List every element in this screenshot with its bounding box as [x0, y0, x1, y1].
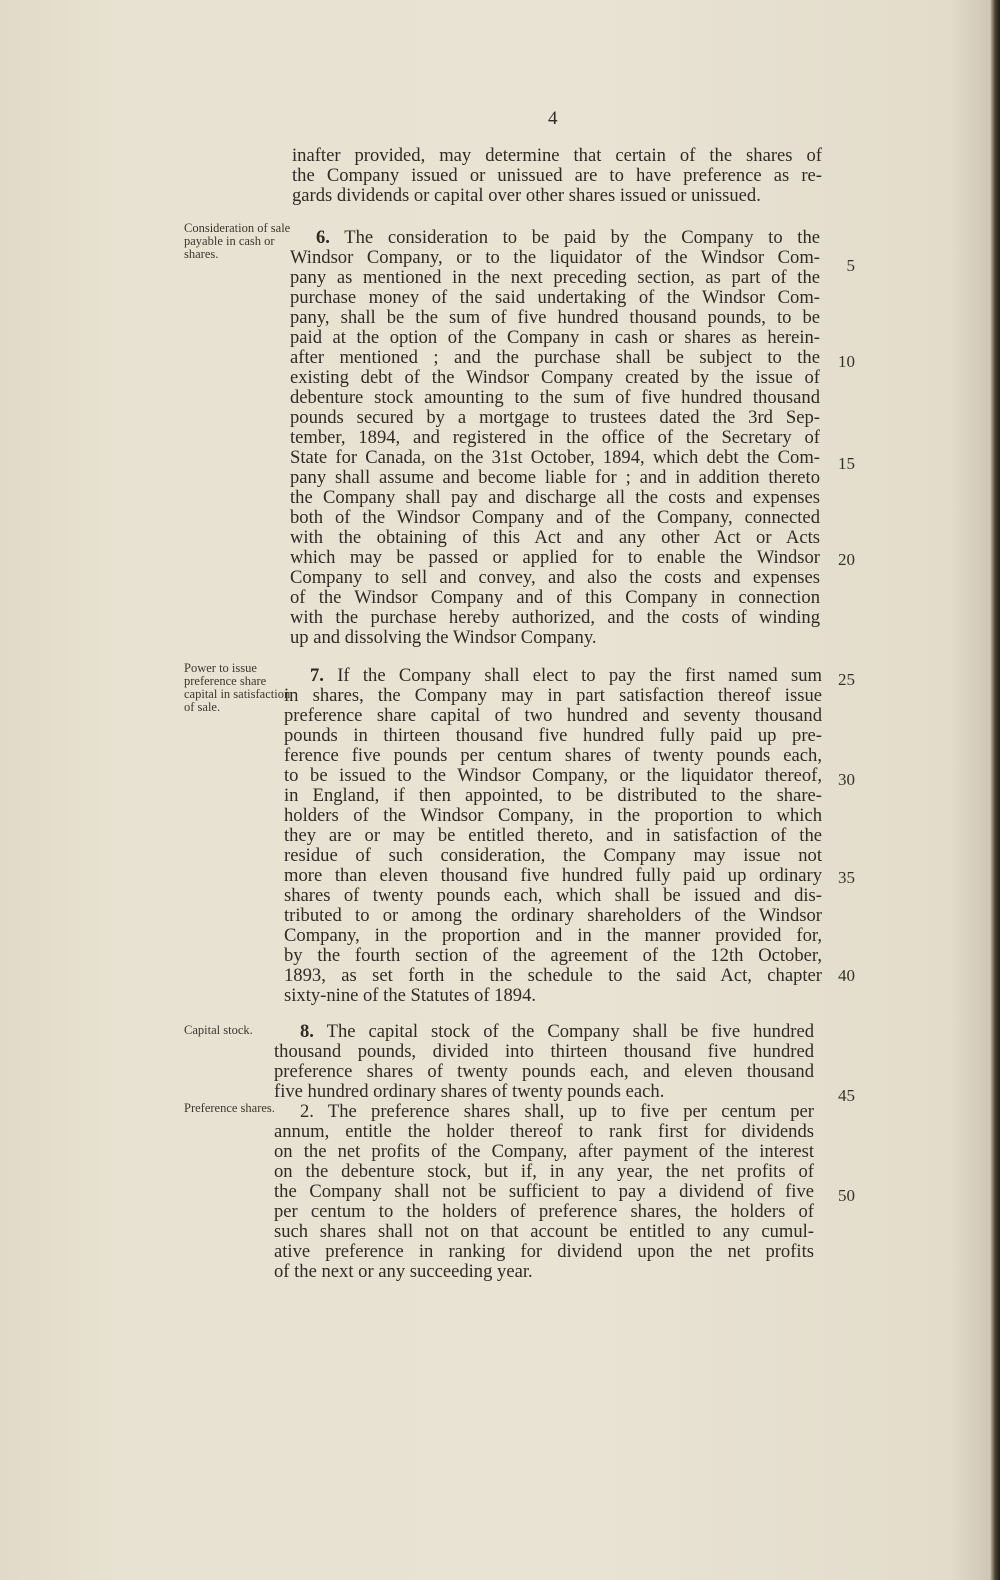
- text-line: purchase money of the said undertaking of the Windsor Com-: [290, 287, 820, 308]
- text-line: to be issued to the Windsor Company, or the liquidator thereof,: [284, 765, 822, 786]
- text-line: State for Canada, on the 31st October, 1894, which debt the Com-: [290, 447, 820, 468]
- text-line: Company to sell and convey, and also the costs and expenses: [290, 567, 820, 588]
- text-line: by the fourth section of the agreement of the 12th October,: [284, 945, 822, 966]
- page-edge-shadow: [991, 0, 1000, 1580]
- text-line-content: If the Company shall elect to pay the first named sum: [337, 665, 822, 686]
- text-line: 1893, as set forth in the schedule to the said Act, chapter: [284, 965, 822, 986]
- line-number: 35: [838, 868, 855, 887]
- line-number: 40: [838, 966, 855, 985]
- line-number: 5: [846, 256, 855, 275]
- text-line: thousand pounds, divided into thirteen thousand five hundred: [274, 1041, 814, 1062]
- section-number: 7.: [310, 665, 324, 686]
- text-line: paid at the option of the Company in cash or shares as herein-: [290, 327, 820, 348]
- text-line: existing debt of the Windsor Company created by the issue of: [290, 367, 820, 388]
- text-line: both of the Windsor Company and of the Company, connected: [290, 507, 820, 528]
- line-number: 25: [838, 670, 855, 689]
- text-line: such shares shall not on that account be entitled to any cumul-: [274, 1221, 814, 1242]
- line-number: 10: [838, 352, 855, 371]
- section-number: 6.: [316, 227, 330, 248]
- text-line-content: The consideration to be paid by the Company to the: [344, 227, 820, 248]
- text-line: they are or may be entitled thereto, and in satisfaction of the: [284, 825, 822, 846]
- text-line: with the obtaining of this Act and any other Act or Acts: [290, 527, 820, 548]
- page-number: 4: [548, 108, 558, 129]
- text-line: preference share capital of two hundred and seventy thousand: [284, 705, 822, 726]
- text-line: pounds in thirteen thousand five hundred fully paid up pre-: [284, 725, 822, 746]
- line-number: 50: [838, 1186, 855, 1205]
- margin-note-capital-stock: Capital stock.: [184, 1023, 253, 1037]
- text-line: on the debenture stock, but if, in any year, the net profits of: [274, 1161, 814, 1182]
- text-line: more than eleven thousand five hundred fully paid up ordinary: [284, 865, 822, 886]
- text-line: pounds secured by a mortgage to trustees dated the 3rd Sep-: [290, 407, 820, 428]
- text-line: pany, shall be the sum of five hundred thousand pounds, to be: [290, 307, 820, 328]
- text-line: debenture stock amounting to the sum of five hundred thousand: [290, 387, 820, 408]
- text-line: holders of the Windsor Company, in the proportion to which: [284, 805, 822, 826]
- text-line: of the Windsor Company and of this Company in connection: [290, 587, 820, 608]
- text-line: 2. The preference shares shall, up to five per centum per: [300, 1101, 814, 1122]
- intro-paragraph: [292, 146, 822, 206]
- text-line-content: The capital stock of the Company shall be five hundred: [326, 1021, 815, 1042]
- text-line: Windsor Company, or to the liquidator of the Windsor Com-: [290, 247, 820, 268]
- text-line: [290, 228, 820, 248]
- line-number: 15: [838, 454, 855, 473]
- text-line: inafter provided, may determine that certain of the shares of: [292, 145, 822, 166]
- text-line: shares of twenty pounds each, which shall be issued and dis-: [284, 885, 822, 906]
- text-line: pany shall assume and become liable for ; and in addition thereto: [290, 467, 820, 488]
- text-line: [284, 666, 822, 686]
- section-8: [274, 1022, 814, 1282]
- text-line: in shares, the Company may in part satisfaction thereof issue: [284, 685, 822, 706]
- text-line: after mentioned ; and the purchase shall be subject to the: [290, 347, 820, 368]
- text-line: in England, if then appointed, to be distributed to the share-: [284, 785, 822, 806]
- line-number: 20: [838, 550, 855, 569]
- margin-note-section-6: Consideration of sale payable in cash or shares.: [184, 221, 291, 261]
- text-line: ference five pounds per centum shares of twenty pounds each,: [284, 745, 822, 766]
- text-line: ative preference in ranking for dividend upon the net profits: [274, 1241, 814, 1262]
- text-line: tributed to or among the ordinary shareholders of the Windsor: [284, 905, 822, 926]
- text-line: gards dividends or capital over other shares issued or unissued.: [292, 185, 761, 206]
- text-line: the Company issued or unissued are to have preference as re-: [292, 165, 822, 186]
- text-line: of the next or any succeeding year.: [274, 1261, 533, 1282]
- text-line: the Company shall not be sufficient to pay a dividend of five: [274, 1181, 814, 1202]
- text-line: annum, entitle the holder thereof to rank first for dividends: [274, 1121, 814, 1142]
- text-line: Company, in the proportion and in the manner provided for,: [284, 925, 822, 946]
- text-line: per centum to the holders of preference shares, the holders of: [274, 1201, 814, 1222]
- margin-note-section-7: Power to issue preference share capital in satisfaction of sale.: [184, 661, 291, 714]
- line-number: 45: [838, 1086, 855, 1105]
- text-line: on the net profits of the Company, after payment of the interest: [274, 1141, 814, 1162]
- text-line: the Company shall pay and discharge all the costs and expenses: [290, 487, 820, 508]
- text-line: preference shares of twenty pounds each, and eleven thousand: [274, 1061, 814, 1082]
- text-line: with the purchase hereby authorized, and the costs of winding: [290, 607, 820, 628]
- text-line: sixty-nine of the Statutes of 1894.: [284, 985, 537, 1006]
- text-line: five hundred ordinary shares of twenty pounds each.: [274, 1081, 665, 1102]
- text-line: pany as mentioned in the next preceding section, as part of the: [290, 267, 820, 288]
- text-line: up and dissolving the Windsor Company.: [290, 627, 597, 648]
- section-7: [284, 666, 822, 1006]
- section-6: [290, 228, 820, 648]
- text-line: tember, 1894, and registered in the office of the Secretary of: [290, 427, 820, 448]
- text-line: residue of such consideration, the Company may issue not: [284, 845, 822, 866]
- section-number: 8.: [300, 1021, 314, 1042]
- text-line: which may be passed or applied for to enable the Windsor: [290, 547, 820, 568]
- margin-note-preference-shares: Preference shares.: [184, 1101, 275, 1115]
- text-line: [274, 1022, 814, 1042]
- line-number: 30: [838, 770, 855, 789]
